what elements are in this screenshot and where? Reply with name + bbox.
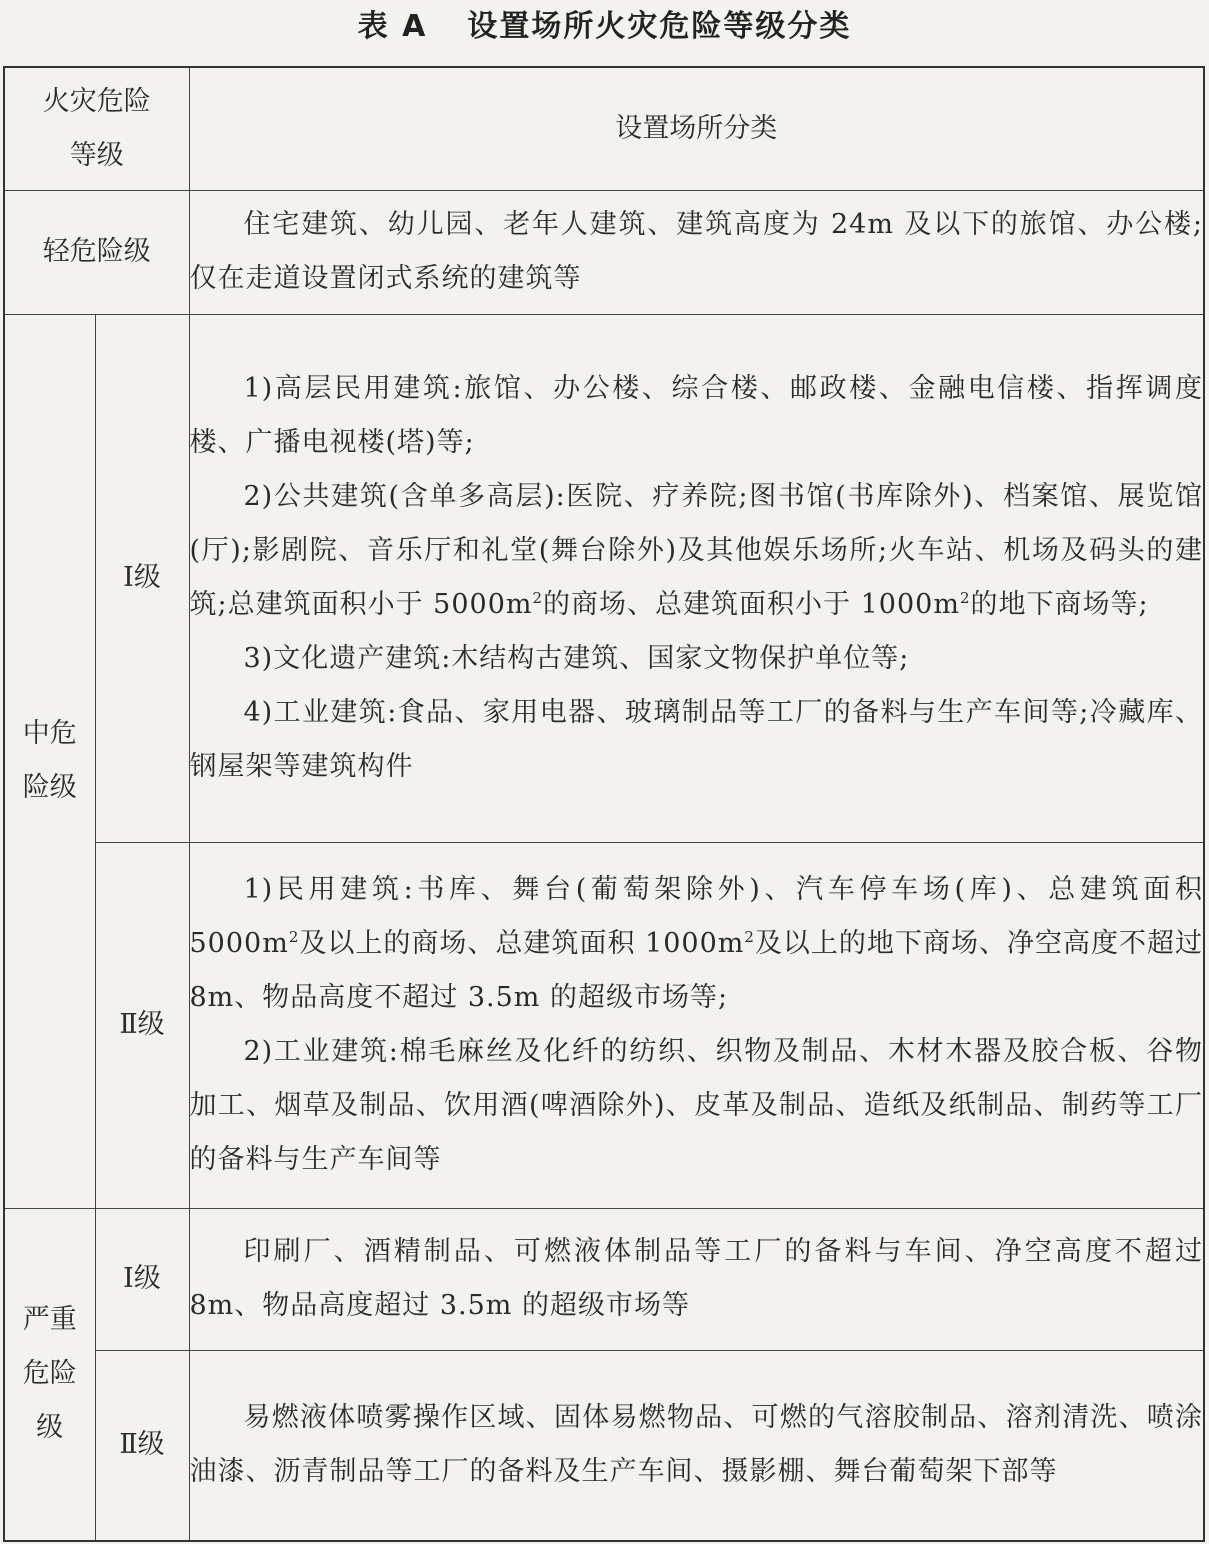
header-hazard-level bbox=[4, 67, 189, 190]
serious-level1-label: Ⅰ级 bbox=[95, 1208, 189, 1350]
item-2-text-b: 的商场、总建筑面积小于 1000m bbox=[543, 589, 960, 620]
serious-hazard-label bbox=[4, 1208, 95, 1541]
medium-level1-content bbox=[189, 314, 1204, 842]
serious-level1-content bbox=[189, 1208, 1204, 1350]
item-2-text-a: 2)公共建筑(含单多高层):医院、疗养院;图书馆(书库除外)、档案馆、展览馆(厅);影剧院、音乐厅和礼堂(舞台除外)及其他娱乐场所;火车站、机场及码头的建筑;总建筑面积小于 5000m bbox=[189, 481, 1203, 620]
level2-item-1-text-c: 及以上的地下商场、净空高度不超过 8m、物品高度不超过 3.5m 的超级市场等; bbox=[189, 928, 1203, 1013]
medium-level1-label: Ⅰ级 bbox=[95, 314, 189, 842]
serious-level2-content bbox=[189, 1350, 1204, 1541]
header-level-line2: 等级 bbox=[69, 139, 124, 171]
medium-hazard-level1-row bbox=[4, 314, 1204, 842]
light-hazard-content bbox=[189, 190, 1204, 314]
level2-item-1-text-a: 1)民用建筑:书库、舞台(葡萄架除外)、汽车停车场(库)、总建筑面积 5000m bbox=[189, 874, 1203, 959]
medium-level1-item-2 bbox=[190, 470, 1204, 632]
medium-level1-item-4: 4)工业建筑:食品、家用电器、玻璃制品等工厂的备料与生产车间等;冷藏库、钢屋架等建筑构件 bbox=[189, 697, 1203, 782]
table-title bbox=[0, 4, 1209, 50]
medium-level2-item-2: 2)工业建筑:棉毛麻丝及化纤的纺织、织物及制品、木材木器及胶合板、谷物加工、烟草及制品、饮用酒(啤酒除外)、皮革及制品、造纸及纸制品、制药等工厂的备料与生产车间等 bbox=[189, 1036, 1203, 1175]
medium-label-line1: 中危 bbox=[22, 718, 77, 749]
header-level-line1: 火灾危险 bbox=[42, 85, 151, 117]
serious-label-line3: 级 bbox=[36, 1412, 64, 1444]
medium-hazard-label bbox=[4, 314, 95, 1208]
medium-level2-item-1 bbox=[190, 863, 1204, 1025]
serious-label-line2: 危险 bbox=[22, 1358, 77, 1390]
medium-level1-item-3: 3)文化遗产建筑:木结构古建筑、国家文物保护单位等; bbox=[243, 643, 910, 674]
medium-hazard-level2-row bbox=[4, 842, 1204, 1208]
superscript-2: 2 bbox=[532, 589, 544, 607]
superscript-2: 2 bbox=[288, 928, 300, 946]
medium-label-line2: 险级 bbox=[22, 772, 77, 803]
item-2-text-c: 的地下商场等; bbox=[970, 589, 1149, 620]
superscript-2: 2 bbox=[959, 589, 971, 607]
table-number: 表 A bbox=[357, 9, 428, 44]
light-hazard-label: 轻危险级 bbox=[4, 190, 189, 314]
superscript-2: 2 bbox=[744, 928, 755, 946]
serious-label-line1: 严重 bbox=[22, 1304, 77, 1336]
level2-item-1-text-b: 及以上的商场、总建筑面积 1000m bbox=[299, 928, 745, 959]
medium-level2-content bbox=[189, 842, 1204, 1208]
medium-level1-item-1: 1)高层民用建筑:旅馆、办公楼、综合楼、邮政楼、金融电信楼、指挥调度楼、广播电视楼(塔)等; bbox=[189, 373, 1203, 458]
light-hazard-text: 住宅建筑、幼儿园、老年人建筑、建筑高度为 24m 及以下的旅馆、办公楼;仅在走道设置闭式系统的建筑等 bbox=[189, 209, 1203, 294]
serious-level2-text: 易燃液体喷雾操作区域、固体易燃物品、可燃的气溶胶制品、溶剂清洗、喷涂油漆、沥青制品等工厂的备料及生产车间、摄影棚、舞台葡萄架下部等 bbox=[189, 1402, 1203, 1488]
serious-level1-text: 印刷厂、酒精制品、可燃液体制品等工厂的备料与车间、净空高度不超过 8m、物品高度超过 3.5m 的超级市场等 bbox=[189, 1236, 1203, 1321]
header-classification: 设置场所分类 bbox=[189, 67, 1204, 190]
serious-hazard-level2-row bbox=[4, 1350, 1204, 1541]
fire-hazard-classification-table bbox=[3, 66, 1205, 1542]
serious-hazard-level1-row bbox=[4, 1208, 1204, 1350]
medium-level2-label: Ⅱ级 bbox=[95, 842, 189, 1208]
header-row bbox=[4, 67, 1204, 190]
serious-level2-label: Ⅱ级 bbox=[95, 1350, 189, 1541]
table-title-text: 设置场所火灾危险等级分类 bbox=[467, 9, 852, 44]
light-hazard-row bbox=[4, 190, 1204, 314]
